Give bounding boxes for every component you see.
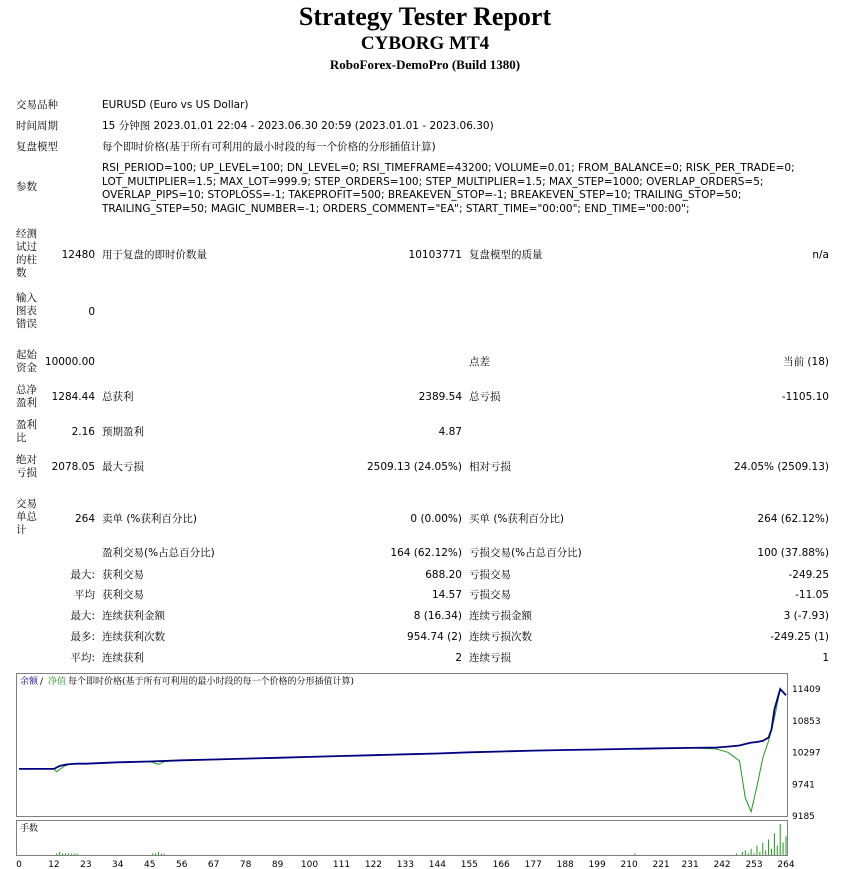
server-build: RoboForex-DemoPro (Build 1380) xyxy=(329,57,521,72)
symbol-value: EURUSD (Euro vs US Dollar) xyxy=(102,99,249,111)
rel-drawdown-value: 24.05% (2509.13) xyxy=(734,461,829,473)
row-prefix: 平均: xyxy=(70,652,95,664)
ticks-value: 10103771 xyxy=(408,249,462,261)
x-tick-label: 12 xyxy=(48,860,60,869)
x-tick-label: 122 xyxy=(364,860,383,869)
main-plot-frame xyxy=(17,674,788,817)
x-tick-label: 34 xyxy=(112,860,124,869)
row-prefix: 最多: xyxy=(70,631,95,643)
report-title: Strategy Tester Report xyxy=(298,2,552,31)
short-positions-value: 0 (0.00%) xyxy=(410,513,462,525)
x-tick-label: 78 xyxy=(239,860,252,869)
quality-value: n/a xyxy=(812,249,829,261)
net-profit-value: 1284.44 xyxy=(51,391,95,403)
x-tick-label: 242 xyxy=(713,860,731,869)
row-label-1: 连续获利金额 xyxy=(102,610,165,622)
params-label: 参数 xyxy=(16,181,37,193)
row-label-2: 连续亏损 xyxy=(469,652,511,664)
y-tick-label: 10853 xyxy=(792,716,821,727)
x-tick-label: 133 xyxy=(396,860,414,869)
x-tick-label: 199 xyxy=(588,860,606,869)
row-label-2: 亏损交易 xyxy=(469,569,511,581)
row-value-1: 688.20 xyxy=(425,569,462,581)
lots-label: 手数 xyxy=(20,824,39,834)
max-drawdown-label: 最大亏损 xyxy=(102,461,144,473)
gross-profit-label: 总获利 xyxy=(102,391,134,403)
row-value-1: 14.57 xyxy=(431,589,462,601)
row-label-1: 获利交易 xyxy=(102,569,144,581)
row-label-2: 连续亏损次数 xyxy=(469,631,532,643)
model-label: 复盘模型 xyxy=(16,141,58,153)
rel-drawdown-label: 相对亏损 xyxy=(469,461,511,473)
symbol-label: 交易品种 xyxy=(16,99,58,111)
y-tick-label: 9741 xyxy=(792,780,815,791)
gross-loss-value: -1105.10 xyxy=(781,391,829,403)
y-tick-label: 11409 xyxy=(792,685,821,695)
row-value-2: -11.05 xyxy=(795,589,829,601)
x-tick-label: 89 xyxy=(271,860,284,869)
x-tick-label: 100 xyxy=(300,860,319,869)
row-prefix: 最大: xyxy=(70,610,95,622)
params-value: RSI_PERIOD=100; UP_LEVEL=100; DN_LEVEL=0; RSI_TIMEFRAME=43200; VOLUME=0.01; FROM_BALANCE=0; RISK_PER_TRADE=0; LOT_MULTIPLIER=1.5; MAX_LOT=999.9; STEP_ORDERS=100; STEP_MULTIPLIER=1.5; MAX_STEP=1000; OVERLAP_ORDERS=5; OVERLAP_PIPS=10; STOPLOSS=-1; TAKEPROFIT=500; BREAKEVEN_STOP=-1; BREAKEVEN_STEP=10; TRAILING_STOP=50; TRAILING_STEP=50; MAGIC_NUMBER=-1; ORDERS_COMMENT="EA"; START_TIME="00:00"; END_TIME="00:00"; xyxy=(102,162,795,215)
row-label-1: 连续获利次数 xyxy=(102,631,165,643)
bars-value: 12480 xyxy=(61,249,95,261)
gross-loss-label: 总亏损 xyxy=(469,391,501,403)
legend-balance: 余额 xyxy=(20,677,39,687)
quality-label: 复盘模型的质量 xyxy=(469,249,543,261)
x-tick-label: 23 xyxy=(80,860,92,869)
x-tick-label: 221 xyxy=(652,860,670,869)
deposit-value: 10000.00 xyxy=(44,356,95,368)
long-positions-value: 264 (62.12%) xyxy=(757,513,829,525)
x-tick-label: 67 xyxy=(207,860,220,869)
x-tick-label: 231 xyxy=(681,860,699,869)
loss-trades-value: 100 (37.88%) xyxy=(757,547,829,559)
x-tick-label: 155 xyxy=(460,860,478,869)
row-prefix: 平均 xyxy=(74,589,95,601)
profit-factor-label: 盈利比 xyxy=(16,419,37,444)
row-label-1: 获利交易 xyxy=(102,589,144,601)
legend-separator: / xyxy=(40,677,44,687)
x-tick-label: 45 xyxy=(144,860,156,869)
x-tick-label: 177 xyxy=(524,860,542,869)
errors-value: 0 xyxy=(88,306,95,318)
x-tick-label: 264 xyxy=(777,860,795,869)
x-tick-label: 210 xyxy=(620,860,638,869)
row-label-2: 连续亏损金额 xyxy=(469,610,532,622)
gross-profit-value: 2389.54 xyxy=(418,391,462,403)
profit-trades-label: 盈利交易(%占总百分比) xyxy=(102,547,215,559)
total-trades-value: 264 xyxy=(74,513,95,525)
x-tick-label: 144 xyxy=(428,860,446,869)
model-value: 每个即时价格(基于所有可利用的最小时段的每一个价格的分形插值计算) xyxy=(102,141,436,153)
profit-factor-value: 2.16 xyxy=(71,426,95,438)
row-value-2: -249.25 xyxy=(788,569,829,581)
row-value-1: 2 xyxy=(455,652,462,664)
x-tick-label: 188 xyxy=(556,860,574,869)
row-value-2: 3 (-7.93) xyxy=(783,610,829,622)
net-profit-label: 总净盈利 xyxy=(16,384,37,409)
deposit-label: 起始资金 xyxy=(16,349,37,374)
balance-chart xyxy=(16,673,836,869)
legend-equity: 净值 xyxy=(48,677,67,687)
legend-description: 每个即时价格(基于所有可利用的最小时段的每一个价格的分形插值计算) xyxy=(68,677,355,687)
abs-drawdown-value: 2078.05 xyxy=(51,461,95,473)
x-tick-label: 56 xyxy=(175,860,188,869)
ticks-label: 用于复盘的即时价数量 xyxy=(102,249,207,261)
expected-payoff-value: 4.87 xyxy=(438,426,462,438)
row-prefix: 最大: xyxy=(70,569,95,581)
expert-name: CYBORG MT4 xyxy=(360,33,490,54)
abs-drawdown-label: 绝对亏损 xyxy=(16,454,37,479)
period-value: 15 分钟图 2023.01.01 22:04 - 2023.06.30 20:59 (2023.01.01 - 2023.06.30) xyxy=(102,120,494,132)
spread-value: 当前 (18) xyxy=(783,356,829,368)
y-tick-label: 9185 xyxy=(792,812,815,822)
row-value-1: 954.74 (2) xyxy=(407,631,462,643)
row-label-1: 连续获利 xyxy=(102,652,144,664)
short-positions-label: 卖单 (%获利百分比) xyxy=(102,513,198,525)
bars-label: 经测试过的柱数 xyxy=(16,228,37,279)
x-tick-label: 166 xyxy=(492,860,510,869)
row-label-2: 亏损交易 xyxy=(469,589,511,601)
row-value-1: 8 (16.34) xyxy=(413,610,462,622)
errors-label: 输入图表错误 xyxy=(16,292,37,330)
total-trades-label: 交易单总计 xyxy=(16,498,37,536)
profit-trades-value: 164 (62.12%) xyxy=(390,547,462,559)
spread-label: 点差 xyxy=(469,356,490,368)
x-tick-label: 0 xyxy=(16,860,22,869)
lots-plot-frame xyxy=(17,821,788,856)
row-value-2: 1 xyxy=(822,652,829,664)
max-drawdown-value: 2509.13 (24.05%) xyxy=(367,461,462,473)
period-label: 时间周期 xyxy=(16,120,58,132)
long-positions-label: 买单 (%获利百分比) xyxy=(469,513,565,525)
x-tick-label: 111 xyxy=(332,860,351,869)
x-tick-label: 253 xyxy=(745,860,763,869)
y-tick-label: 10297 xyxy=(792,748,821,759)
loss-trades-label: 亏损交易(%占总百分比) xyxy=(469,547,582,559)
expected-payoff-label: 预期盈利 xyxy=(102,426,144,438)
row-value-2: -249.25 (1) xyxy=(770,631,829,643)
